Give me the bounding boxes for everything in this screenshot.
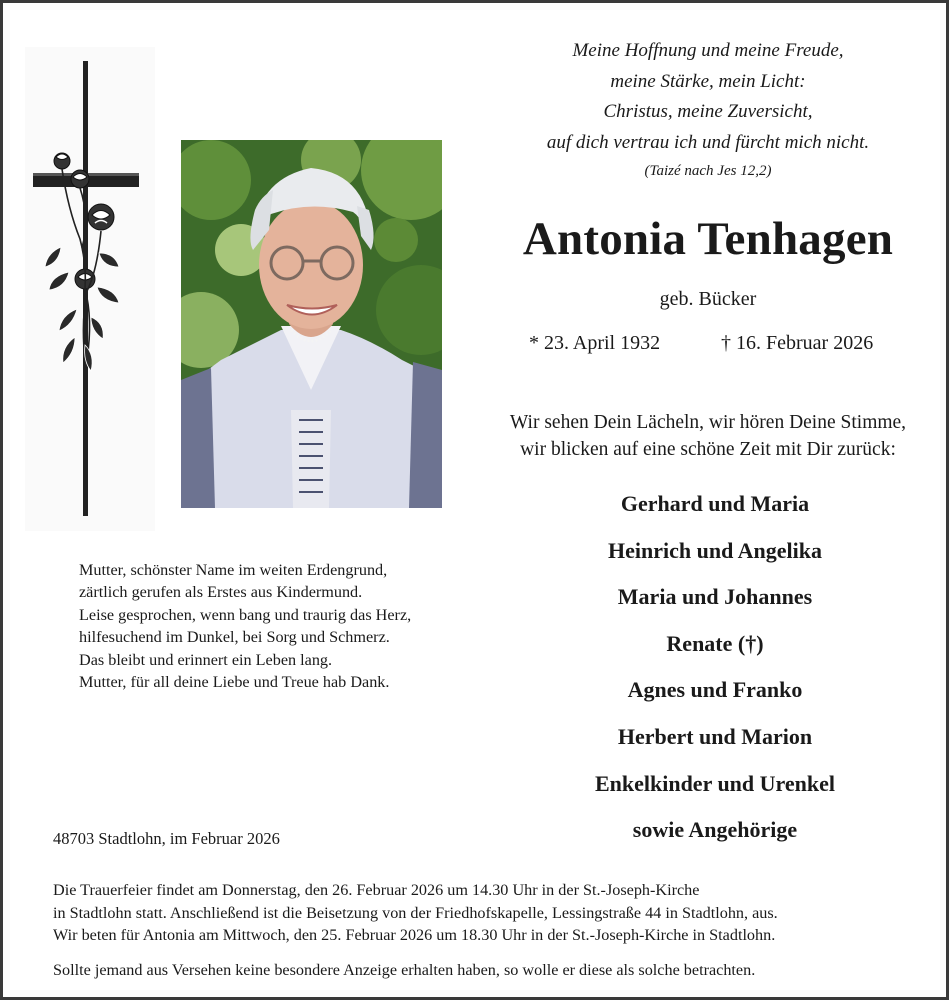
- life-dates: [473, 330, 943, 356]
- funeral-line: Wir beten für Antonia am Mittwoch, den 25. Februar 2026 um 18.30 Uhr in der St.-Joseph-Kirche in Stadtlohn.: [53, 926, 776, 944]
- memorial-quote: [473, 409, 943, 463]
- poem-line: Mutter, schönster Name im weiten Erdengrund,: [79, 561, 388, 579]
- family-member: Gerhard und Maria: [620, 491, 810, 516]
- motto-line: Christus, meine Zuversicht,: [603, 101, 813, 122]
- poem-line: Mutter, für all deine Liebe und Treue hab Dank.: [79, 673, 390, 692]
- disclaimer: [53, 959, 933, 981]
- family-member: Enkelkinder und Urenkel: [594, 770, 836, 796]
- family-member: Maria und Johannes: [617, 584, 813, 610]
- family-member: sowie Angehörige: [632, 817, 798, 843]
- disclaimer-text: Sollte jemand aus Versehen keine besondere Anzeige erhalten haben, so wolle er diese als solche betrachten.: [53, 961, 756, 979]
- funeral-info: [53, 879, 933, 947]
- poem-line: Das bleibt und erinnert ein Leben lang.: [79, 650, 333, 669]
- family-member: Herbert und Marion: [617, 723, 813, 749]
- poem-line: zärtlich gerufen als Erstes aus Kindermund.: [79, 583, 363, 602]
- motto-line: Meine Hoffnung und meine Freude,: [572, 40, 844, 61]
- family-member: Agnes und Franko: [627, 677, 803, 703]
- place-date: 48703 Stadtlohn, im Februar 2026: [53, 829, 280, 848]
- bible-motto: [483, 36, 933, 184]
- motto-line: auf dich vertrau ich und fürcht mich nicht.: [546, 131, 870, 153]
- deceased-name: Antonia Tenhagen: [522, 213, 894, 265]
- portrait-photo: [181, 140, 442, 508]
- funeral-line: Die Trauerfeier findet am Donnerstag, den 26. Februar 2026 um 14.30 Uhr in der St.-Joseph-Kirche: [53, 881, 700, 899]
- quote-line: wir blicken auf eine schöne Zeit mit Dir zurück:: [520, 439, 896, 460]
- motto-source: (Taizé nach Jes 12,2): [644, 163, 772, 179]
- family-list: [473, 481, 949, 854]
- mother-poem: [79, 559, 411, 693]
- poem-line: hilfesuchend im Dunkel, bei Sorg und Schmerz.: [79, 628, 390, 647]
- death-date: † 16. Februar 2026: [721, 332, 874, 354]
- quote-line: Wir sehen Dein Lächeln, wir hören Deine Stimme,: [509, 412, 907, 433]
- funeral-line: in Stadtlohn statt. Anschließend ist die Beisetzung von der Friedhofskapelle, Lessingstraße 44 in Stadtlohn, aus.: [53, 903, 778, 922]
- maiden-name: geb. Bücker: [659, 288, 757, 310]
- family-member: Heinrich und Angelika: [608, 537, 822, 563]
- family-member: Renate (†): [666, 630, 764, 656]
- birth-date: * 23. April 1932: [529, 332, 661, 354]
- poem-line: Leise gesprochen, wenn bang und traurig das Herz,: [79, 605, 412, 624]
- motto-line: meine Stärke, mein Licht:: [610, 70, 806, 92]
- cross-with-roses-icon: [25, 47, 155, 531]
